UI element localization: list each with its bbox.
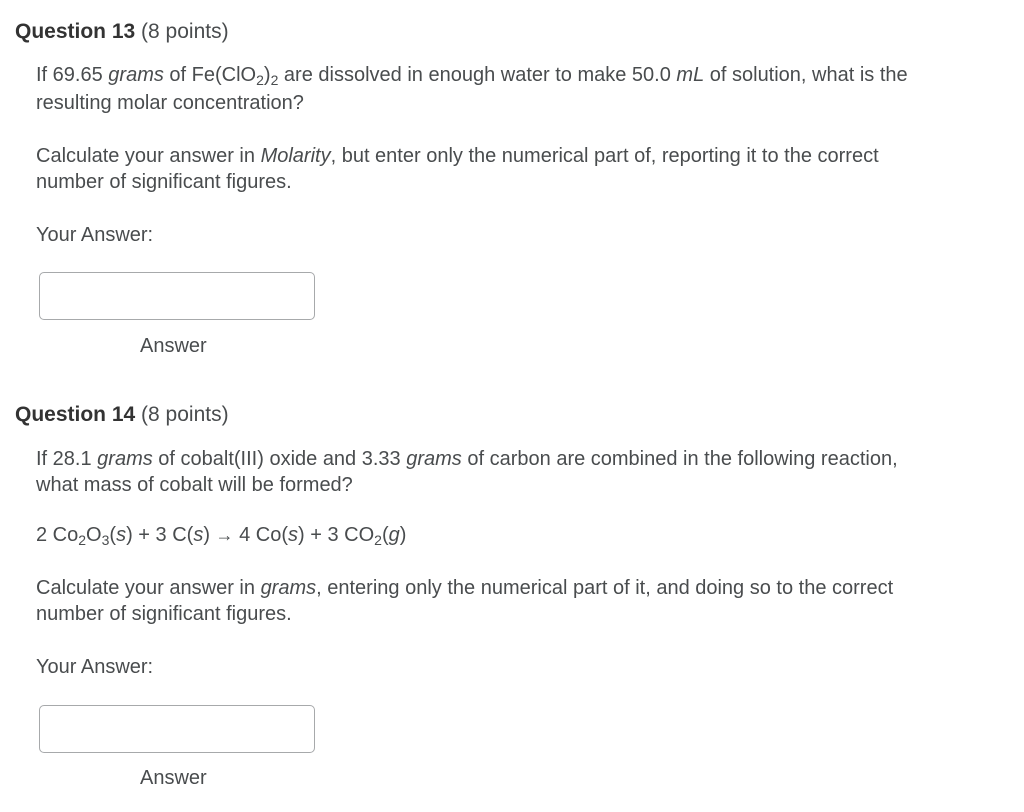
text: ( [109,524,117,546]
text: ) [399,524,407,546]
text: of cobalt(III) oxide and 3.33 [152,448,407,470]
subscript: 2 [270,72,279,88]
question-14-answer-caption: Answer [140,767,207,789]
question-14-answer-input[interactable] [39,705,315,753]
text: , entering only the numerical part of it, and doing so to the correct number of significant figures. [36,577,894,625]
question-14-title: Question 14 [15,403,136,426]
text: 4 Co( [233,524,289,546]
text: ) + 3 CO [298,524,375,546]
question-13-paragraph-1 [36,61,916,117]
text: are dissolved in enough water to make 50.0 [278,64,677,86]
text: , but enter only the numerical part of, reporting it to the correct number of significant figures. [36,145,879,193]
text: ) + 3 C( [126,524,194,546]
text: ) [203,524,216,546]
question-13-points: (8 points) [141,20,229,43]
text: of Fe(ClO [163,64,257,86]
text: grams [406,448,462,470]
text: grams [97,448,153,470]
question-13-paragraph-2 [36,143,916,195]
question-14-equation [36,521,916,549]
subscript: 2 [256,72,264,88]
chemical-equation [36,521,916,549]
subscript: 2 [78,532,87,548]
question-14-paragraph-2 [36,575,916,627]
question-13-prompt [36,61,916,117]
text: of carbon are combined in the following reaction, what mass of cobalt will be formed? [36,448,898,496]
subscript: 3 [101,532,110,548]
question-14-your-answer-label: Your Answer: [36,656,154,678]
text: ( [381,524,389,546]
arrow-right-icon: → [215,525,234,545]
text: s [288,524,299,546]
text: g [388,524,400,546]
question-13-answer-caption: Answer [140,335,207,357]
question-13-answer-input[interactable] [39,272,315,320]
question-13-header [15,20,229,44]
question-13-title: Question 13 [15,20,136,43]
question-14-header [15,403,229,427]
text: If 69.65 [36,64,109,86]
question-14-points: (8 points) [141,403,229,426]
text: Molarity [260,145,331,167]
question-13-instructions [36,143,916,195]
text: mL [676,64,705,86]
text: O [86,524,102,546]
question-14-paragraph-1 [36,446,916,498]
subscript: 2 [374,532,382,548]
question-13-your-answer-label: Your Answer: [36,224,154,246]
text: ) [263,64,271,86]
text: Calculate your answer in [36,577,261,599]
text: s [193,524,204,546]
question-14-instructions [36,575,916,627]
text: If 28.1 [36,448,98,470]
text: s [116,524,127,546]
text: 2 Co [36,524,79,546]
text: grams [260,577,317,599]
text: Calculate your answer in [36,145,261,167]
text: of solution, what is the resulting molar concentration? [36,64,908,114]
question-14-prompt [36,446,916,498]
text: grams [108,64,164,86]
